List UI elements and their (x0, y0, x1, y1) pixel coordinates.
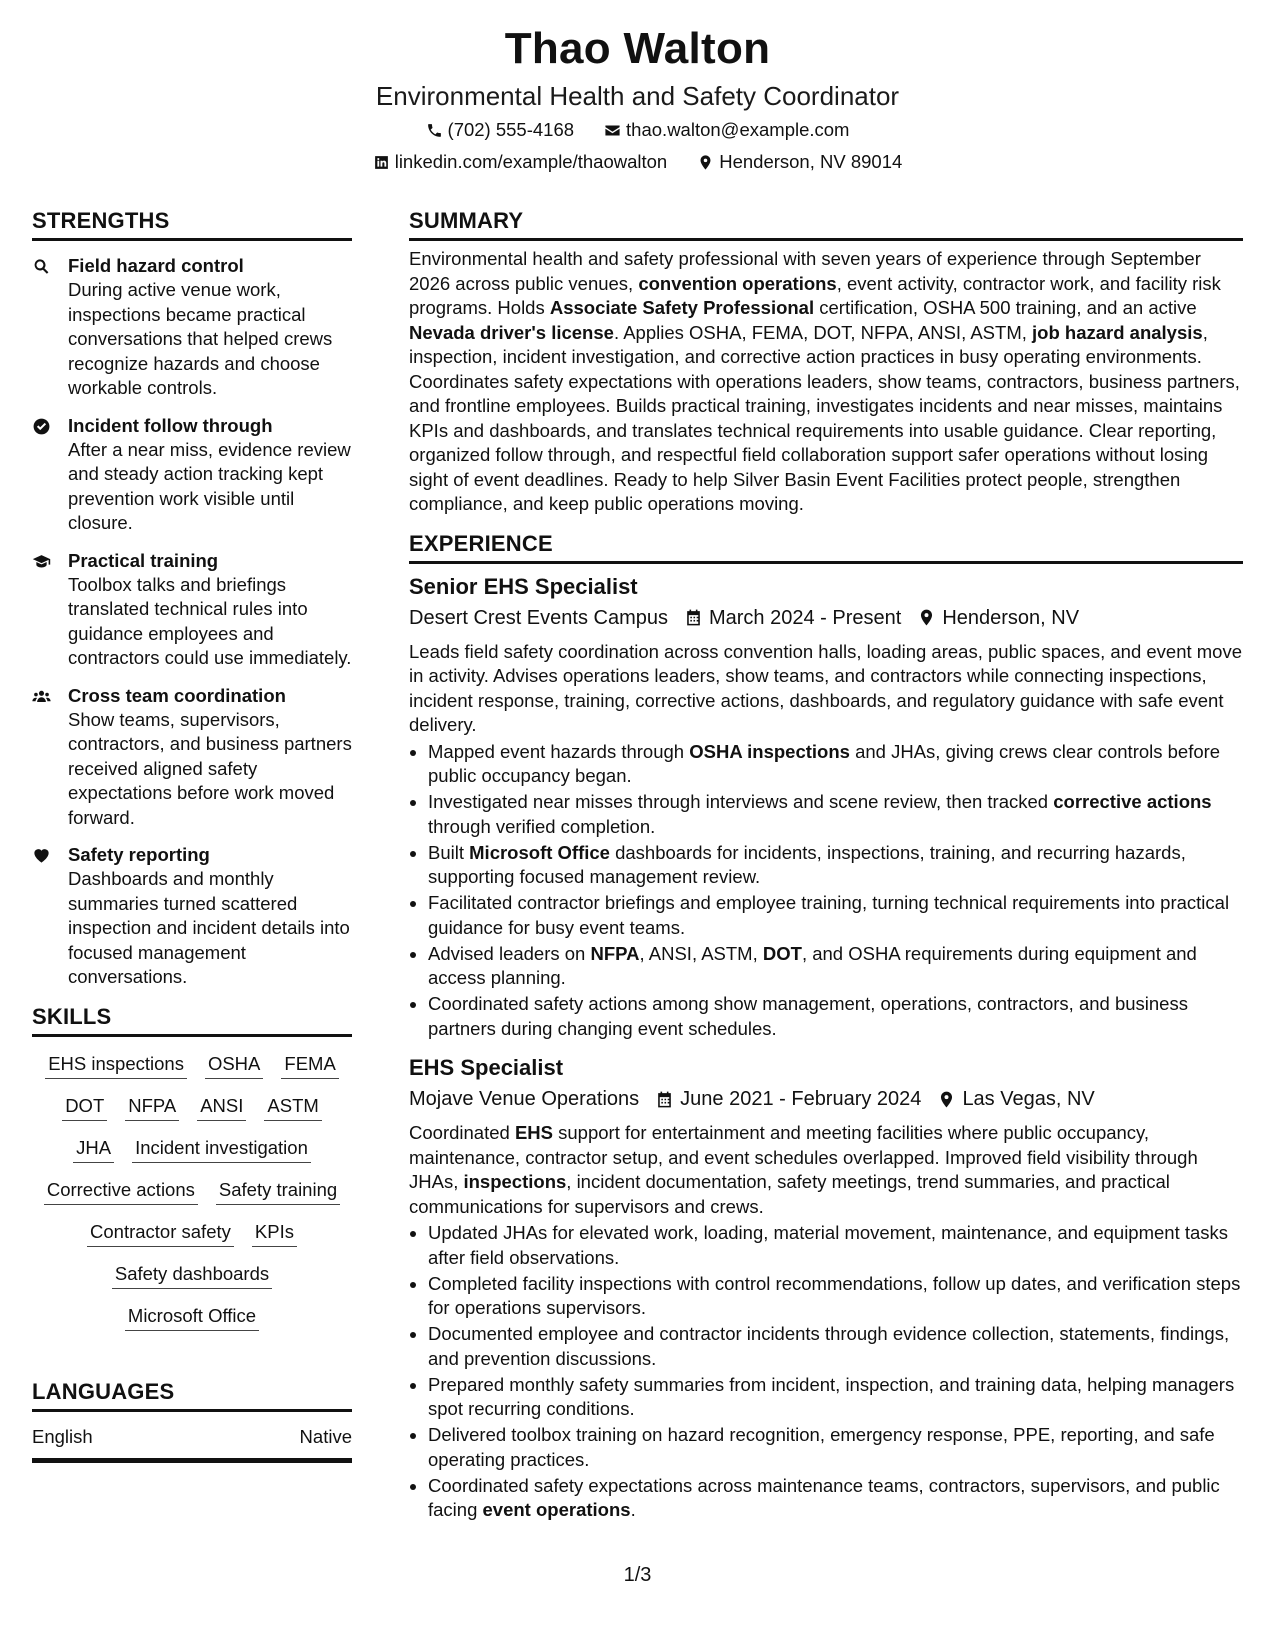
envelope-icon (604, 122, 621, 139)
job-bullet: • Delivered toolbox training on hazard recognition, emergency response, PPE, reporting, and safe operating practices. (428, 1423, 1243, 1472)
skill-tag: DOT (62, 1093, 107, 1121)
strength-desc: Toolbox talks and briefings translated technical rules into guidance employees and contractors could use immediately. (68, 573, 352, 668)
emphasis-text: convention operations (638, 272, 837, 294)
skill-tag: JHA (73, 1135, 114, 1163)
job-bullet: • Facilitated contractor briefings and employee training, turning technical requirements into practical guidance for busy event teams. (428, 891, 1243, 940)
graduation-cap-icon (32, 552, 51, 571)
skill-tag: OSHA (205, 1051, 263, 1079)
right-column (409, 206, 1243, 1524)
strength-title: Practical training (68, 549, 219, 571)
contact-linkedin[interactable] (373, 150, 668, 174)
location-text: Henderson, NV 89014 (719, 151, 903, 172)
strength-title: Incident follow through (68, 414, 273, 436)
job-bullet: • Coordinated safety expectations across maintenance teams, contractors, supervisors, and public facing event operations. (428, 1474, 1243, 1523)
contact-row-2 (0, 150, 1275, 174)
calendar-icon (655, 1090, 674, 1109)
emphasis-text: corrective actions (1053, 791, 1212, 812)
strength-title: Cross team coordination (68, 684, 286, 706)
strength-item (32, 413, 352, 536)
job-meta (409, 1085, 1243, 1113)
emphasis-text: NFPA (590, 942, 640, 964)
contact-row-1 (0, 118, 1275, 142)
strength-desc: Show teams, supervisors, contractors, and business partners received aligned safety expectations before work moved forward. (68, 708, 352, 828)
strength-item (32, 253, 352, 401)
job-entry (409, 572, 1243, 1042)
job-bullet: • Coordinated safety actions among show management, operations, contractors, and business partners during changing event schedules. (428, 992, 1243, 1041)
skill-tag: EHS inspections (45, 1051, 187, 1079)
job-entry (409, 1053, 1243, 1523)
emphasis-text: event operations (482, 1499, 631, 1520)
language-level: Native (299, 1425, 352, 1447)
candidate-role: Environmental Health and Safety Coordinator (375, 81, 900, 111)
skill-tag: Microsoft Office (125, 1303, 259, 1331)
skills-heading: SKILLS (32, 1002, 352, 1037)
strength-title: Field hazard control (68, 255, 244, 276)
linkedin-icon (373, 154, 390, 171)
strength-title: Safety reporting (68, 844, 210, 865)
experience-heading: EXPERIENCE (409, 529, 1243, 564)
strengths-list (32, 253, 352, 990)
summary-section (409, 206, 1243, 517)
strengths-section (32, 206, 352, 990)
strength-item (32, 548, 352, 671)
strengths-heading: STRENGTHS (32, 206, 352, 241)
job-description: Coordinated EHS support for entertainment and meeting facilities where public occupancy, maintenance, contractor setup, and event schedules overlapped. Improved field visibility through JHAs, inspections, incident documentation, safety meetings, trend summaries, and practical communications for supervisors and crews. (409, 1122, 1198, 1217)
summary-text: Environmental health and safety professional with seven years of experience through September 2026 across public venues, convention operations, event activity, contractor work, and facility risk programs. Holds Associate Safety Professional certification, OSHA 500 training, and an active Nevada driver's license. Applies OSHA, FEMA, DOT, NFPA, ANSI, ASTM, job hazard analysis, inspection, incident investigation, and corrective action practices in busy operating environments. Coordinates safety expectations with operations leaders, show teams, contractors, business partners, and frontline employees. Builds practical training, investigates incidents and near misses, maintains KPIs and dashboards, and translates technical requirements into usable guidance. Clear reporting, organized follow through, and respectful field collaboration support safer operations without losing sight of event deadlines. Ready to help Silver Basin Event Facilities protect people, strengthen compliance, and keep public operations moving. (409, 248, 1240, 514)
skill-tag: Incident investigation (132, 1135, 311, 1163)
contact-email[interactable] (604, 118, 849, 142)
map-marker-icon (697, 154, 714, 171)
emphasis-text: Nevada driver's license (409, 321, 614, 343)
heart-icon (32, 846, 51, 865)
job-bullet: • Mapped event hazards through OSHA inspections and JHAs, giving crews clear controls before public occupancy began. (428, 740, 1243, 789)
summary-heading: SUMMARY (409, 206, 1243, 241)
strength-desc: During active venue work, inspections became practical conversations that helped crews recognize hazards and choose workable controls. (68, 279, 333, 398)
skill-tag: ANSI (197, 1093, 246, 1121)
language-row (32, 1424, 352, 1463)
candidate-name: Thao Walton (504, 24, 771, 73)
job-bullets (409, 1221, 1243, 1523)
job-bullets (409, 740, 1243, 1042)
search-icon (32, 257, 51, 276)
emphasis-text: Associate Safety Professional (549, 297, 815, 318)
emphasis-text: Microsoft Office (469, 841, 610, 863)
skill-tag: KPIs (252, 1219, 297, 1247)
emphasis-text: EHS (514, 1122, 553, 1143)
job-bullet: • Advised leaders on NFPA, ANSI, ASTM, DOT, and OSHA requirements during equipment and access planning. (428, 942, 1243, 991)
job-location: Henderson, NV (942, 606, 1080, 629)
job-bullet: • Investigated near misses through interviews and scene review, then tracked corrective actions through verified completion. (428, 790, 1243, 839)
job-dates: March 2024 - Present (708, 606, 902, 629)
strength-desc: Dashboards and monthly summaries turned scattered inspection and incident details into focused management conversations. (68, 868, 350, 987)
email-text[interactable]: thao.walton@example.com (626, 119, 850, 140)
job-meta (409, 604, 1243, 632)
skill-tag: Corrective actions (44, 1177, 198, 1205)
contact-location (697, 150, 902, 174)
emphasis-text: job hazard analysis (1032, 321, 1203, 343)
job-dates: June 2021 - February 2024 (680, 1088, 922, 1110)
skill-tag: FEMA (281, 1051, 338, 1079)
users-icon (32, 687, 51, 706)
languages-heading: LANGUAGES (32, 1377, 352, 1412)
skills-list (32, 1051, 352, 1331)
job-bullet: • Built Microsoft Office dashboards for incidents, inspections, training, and recurring hazards, supporting focused management review. (428, 841, 1243, 890)
job-company: Desert Crest Events Campus (409, 606, 668, 629)
strength-item (32, 683, 352, 831)
job-location: Las Vegas, NV (962, 1088, 1095, 1110)
job-bullet: • Completed facility inspections with control recommendations, follow up dates, and verification steps for operations supervisors. (428, 1272, 1243, 1321)
emphasis-text: inspections (463, 1171, 567, 1192)
emphasis-text: OSHA inspections (689, 740, 850, 762)
experience-section (409, 529, 1243, 1523)
left-column (32, 206, 352, 1463)
contact-phone (426, 118, 575, 142)
job-bullet: • Prepared monthly safety summaries from incident, inspection, and training data, helping managers spot recurring conditions. (428, 1373, 1243, 1422)
emphasis-text: DOT (762, 942, 802, 964)
page-number: 1/3 (623, 1564, 652, 1586)
skills-section (32, 1002, 352, 1331)
skill-tag: Contractor safety (87, 1219, 234, 1247)
resume-header (0, 20, 1275, 174)
strength-desc: After a near miss, evidence review and steady action tracking kept prevention work visible until closure. (68, 438, 351, 533)
check-circle-icon (32, 417, 51, 436)
phone-text: (702) 555-4168 (447, 119, 575, 140)
strength-item (32, 842, 352, 990)
languages-section (32, 1377, 352, 1463)
job-bullet: • Documented employee and contractor incidents through evidence collection, statements, findings, and prevention discussions. (428, 1322, 1243, 1371)
job-title: EHS Specialist (409, 1055, 564, 1080)
calendar-icon (684, 608, 703, 627)
map-marker-icon (917, 608, 936, 627)
skill-tag: ASTM (264, 1093, 321, 1121)
skill-tag: Safety training (216, 1177, 340, 1205)
phone-icon (426, 122, 443, 139)
language-name: English (32, 1425, 93, 1447)
linkedin-text[interactable]: linkedin.com/example/thaowalton (394, 151, 668, 172)
job-description: Leads field safety coordination across convention halls, loading areas, public spaces, and event move in activity. Advises operations leaders, show teams, and contractors while connecting inspections, incident response, training, corrective actions, dashboards, and regulatory guidance with safe event delivery. (409, 640, 1243, 735)
skill-tag: Safety dashboards (112, 1261, 272, 1289)
job-company: Mojave Venue Operations (409, 1088, 640, 1110)
job-bullet: • Updated JHAs for elevated work, loading, material movement, maintenance, and equipment tasks after field observations. (428, 1221, 1243, 1270)
map-marker-icon (937, 1090, 956, 1109)
job-title: Senior EHS Specialist (409, 573, 638, 599)
skill-tag: NFPA (125, 1093, 179, 1121)
